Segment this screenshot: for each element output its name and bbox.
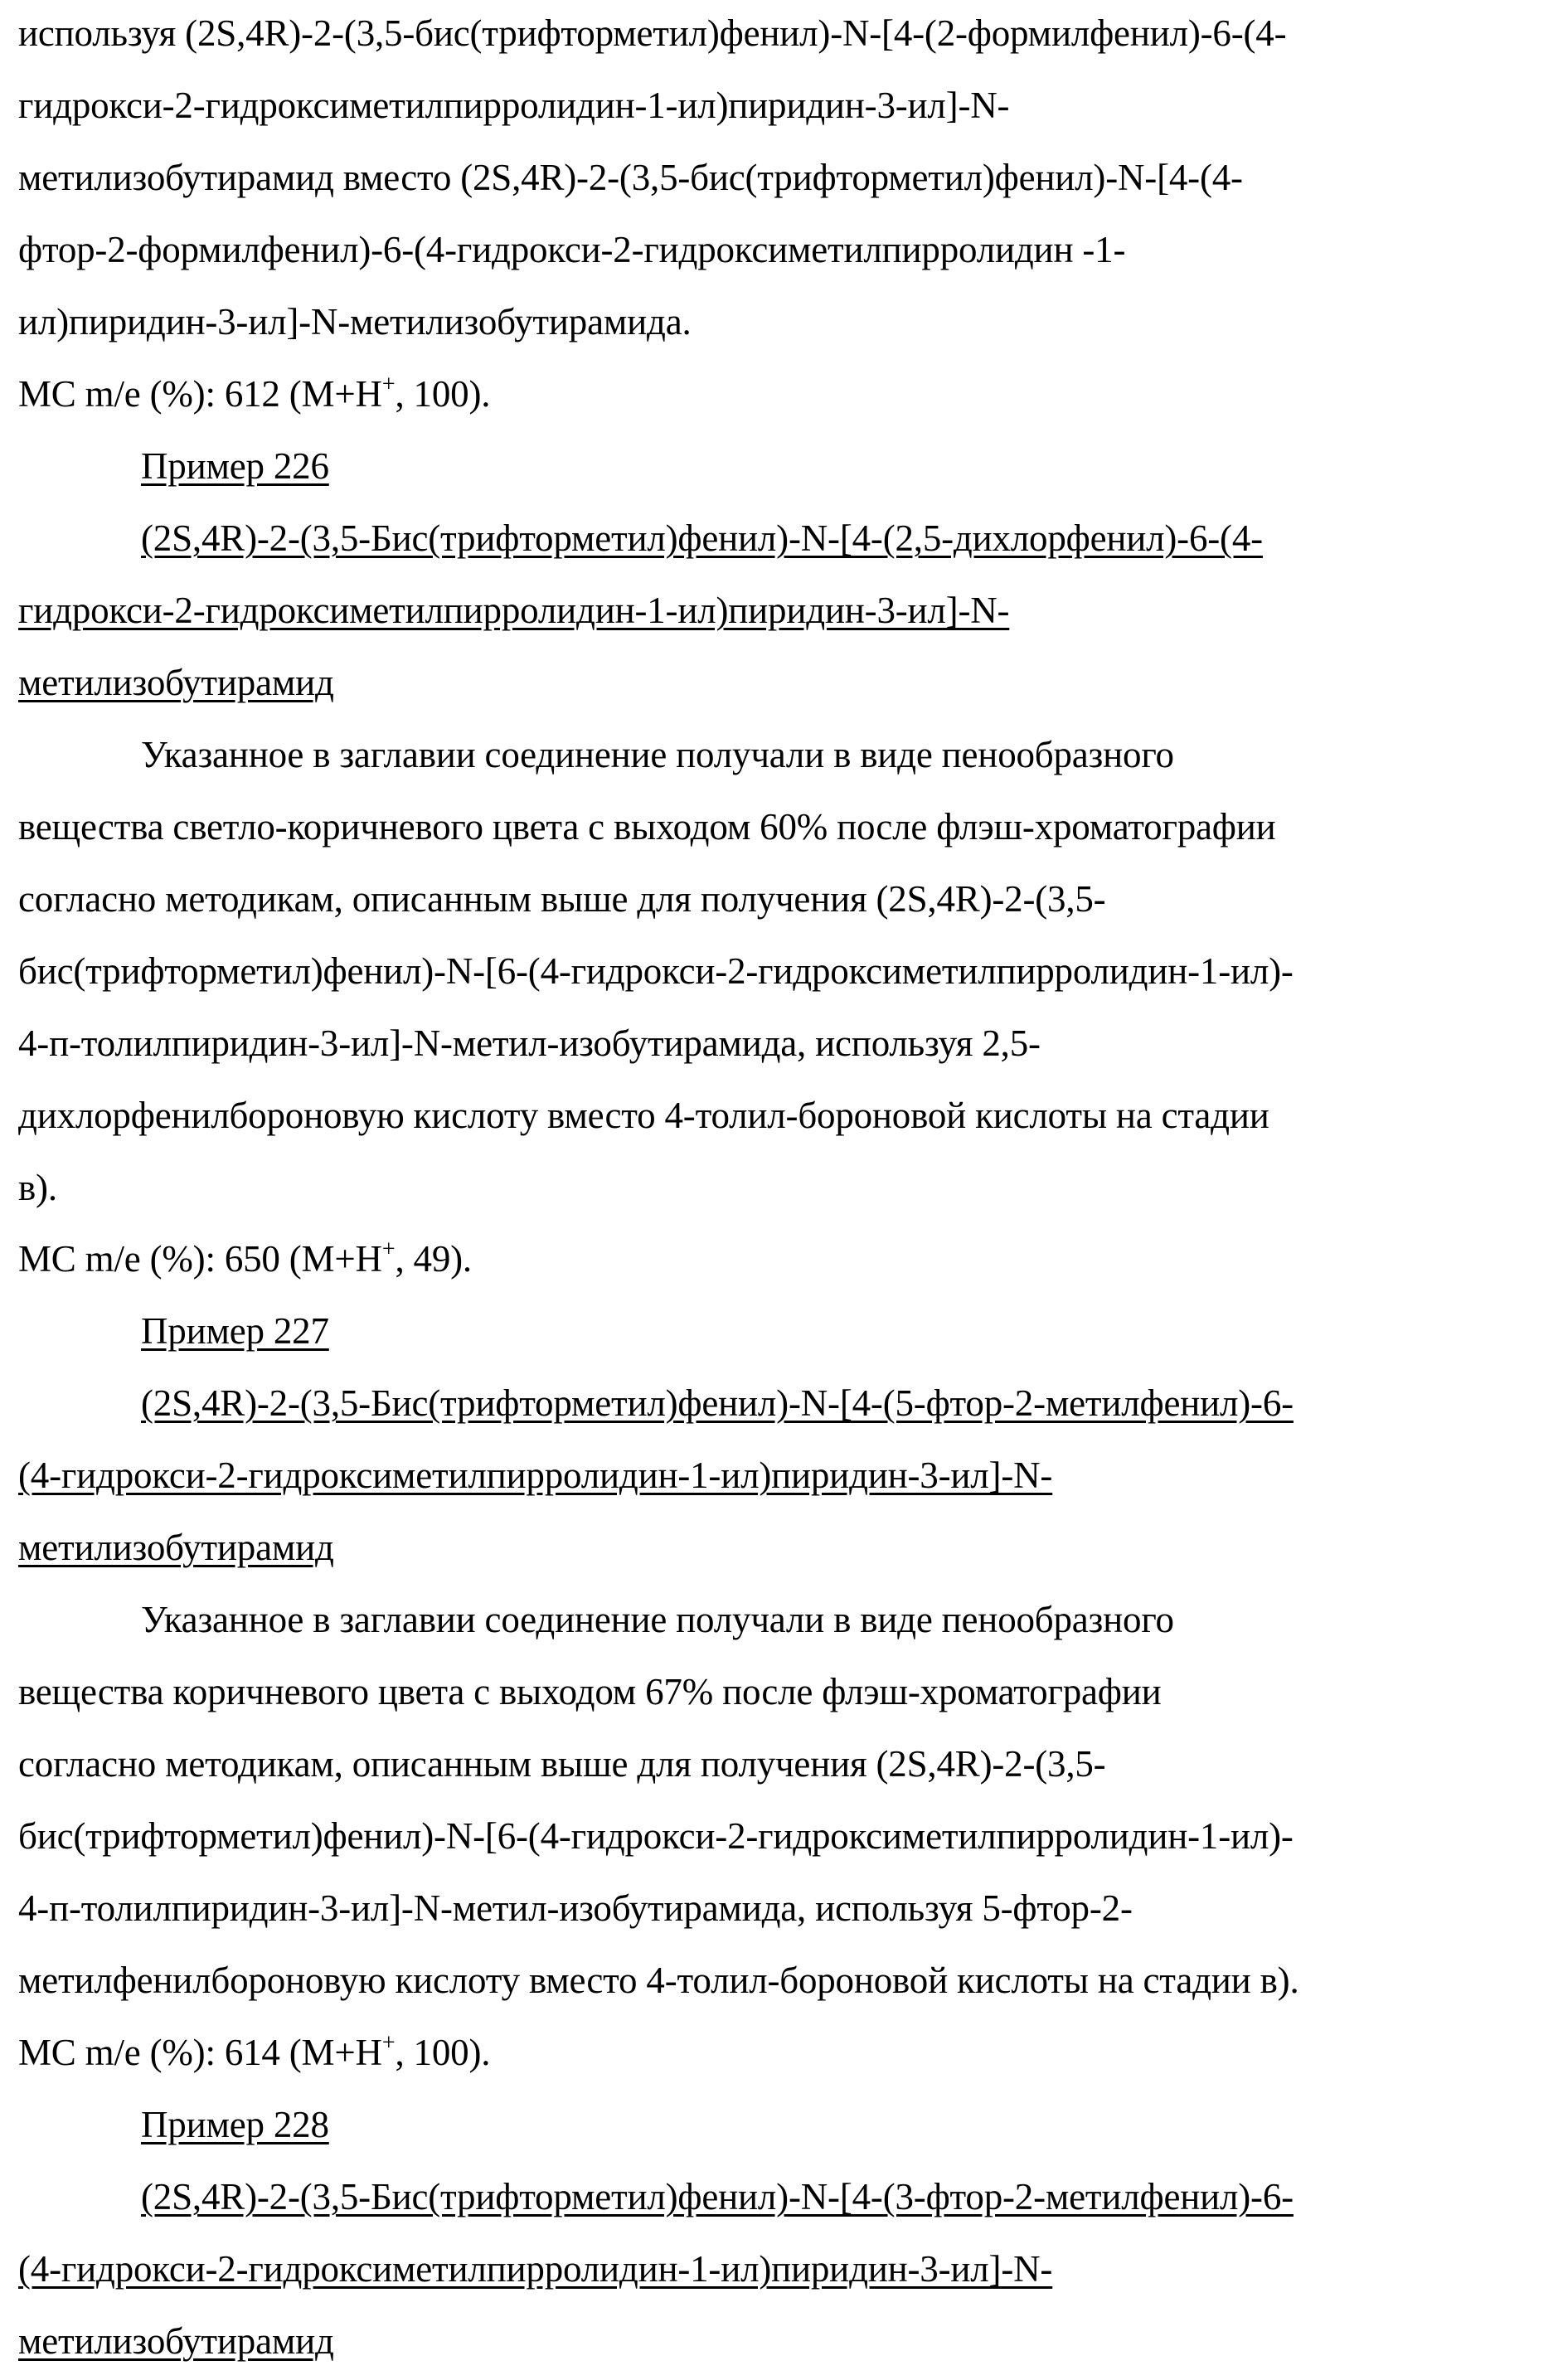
body-line: в). [18,1167,57,1208]
body-line: согласно методикам, описанным выше для получения (2S,4R)-2-(3,5- [18,1743,1106,1785]
ms-line: МС m/e (%): 650 (M+H+, 49). [18,1236,472,1280]
example-heading: Пример 227 [141,1310,329,1352]
example-title-line: гидрокси-2-гидроксиметилпирролидин-1-ил)пиридин-3-ил]-N- [18,590,1010,631]
body-line: дихлорфенилбороновую кислоту вместо 4-толил-бороновой кислоты на стадии [18,1095,1269,1136]
text-line: ил)пиридин-3-ил]-N-метилизобутирамида. [18,301,692,342]
body-line: вещества светло-коричневого цвета с выходом 60% после флэш-хроматографии [18,806,1276,848]
text-line: метилизобутирамид вместо (2S,4R)-2-(3,5-бис(трифторметил)фенил)-N-[4-(4- [18,157,1243,198]
example-title-line: (2S,4R)-2-(3,5-Бис(трифторметил)фенил)-N-[4-(3-фтор-2-метилфенил)-6- [141,2176,1294,2217]
text-line: используя (2S,4R)-2-(3,5-бис(трифторметил)фенил)-N-[4-(2-формилфенил)-6-(4- [18,12,1287,54]
ms-line: МС m/e (%): 614 (M+H+, 100). [18,2030,491,2073]
body-line: Указанное в заглавии соединение получали в виде пенообразного [141,1599,1174,1640]
body-line: бис(трифторметил)фенил)-N-[6-(4-гидрокси-2-гидроксиметилпирролидин-1-ил)- [18,1815,1294,1857]
example-title-line: (4-гидрокси-2-гидроксиметилпирролидин-1-ил)пиридин-3-ил]-N- [18,2248,1053,2290]
body-line: вещества коричневого цвета с выходом 67% после флэш-хроматографии [18,1671,1162,1712]
body-line: 4-п-толилпиридин-3-ил]-N-метил-изобутирамида, используя 2,5- [18,1022,1041,1064]
body-line: согласно методикам, описанным выше для получения (2S,4R)-2-(3,5- [18,878,1106,920]
example-title-line: (4-гидрокси-2-гидроксиметилпирролидин-1-ил)пиридин-3-ил]-N- [18,1455,1053,1496]
body-line: метилфенилбороновую кислоту вместо 4-толил-бороновой кислоты на стадии в). [18,1960,1299,2001]
text-line: фтор-2-формилфенил)-6-(4-гидрокси-2-гидроксиметилпирролидин -1- [18,229,1126,270]
body-line: 4-п-толилпиридин-3-ил]-N-метил-изобутирамида, используя 5-фтор-2- [18,1887,1133,1929]
example-title-line: (2S,4R)-2-(3,5-Бис(трифторметил)фенил)-N-[4-(5-фтор-2-метилфенил)-6- [141,1382,1294,1424]
text-line: гидрокси-2-гидроксиметилпирролидин-1-ил)пиридин-3-ил]-N- [18,85,1010,126]
example-heading: Пример 228 [141,2104,329,2145]
example-title-line: метилизобутирамид [18,1527,334,1568]
example-heading: Пример 226 [141,445,329,487]
example-title-line: (2S,4R)-2-(3,5-Бис(трифторметил)фенил)-N-[4-(2,5-дихлорфенил)-6-(4- [141,517,1263,559]
body-line: бис(трифторметил)фенил)-N-[6-(4-гидрокси-2-гидроксиметилпирролидин-1-ил)- [18,950,1294,992]
ms-line: МС m/e (%): 612 (M+H+, 100). [18,372,491,415]
example-title-line: метилизобутирамид [18,2320,334,2362]
example-title-line: метилизобутирамид [18,662,334,703]
body-line: Указанное в заглавии соединение получали в виде пенообразного [141,734,1174,775]
